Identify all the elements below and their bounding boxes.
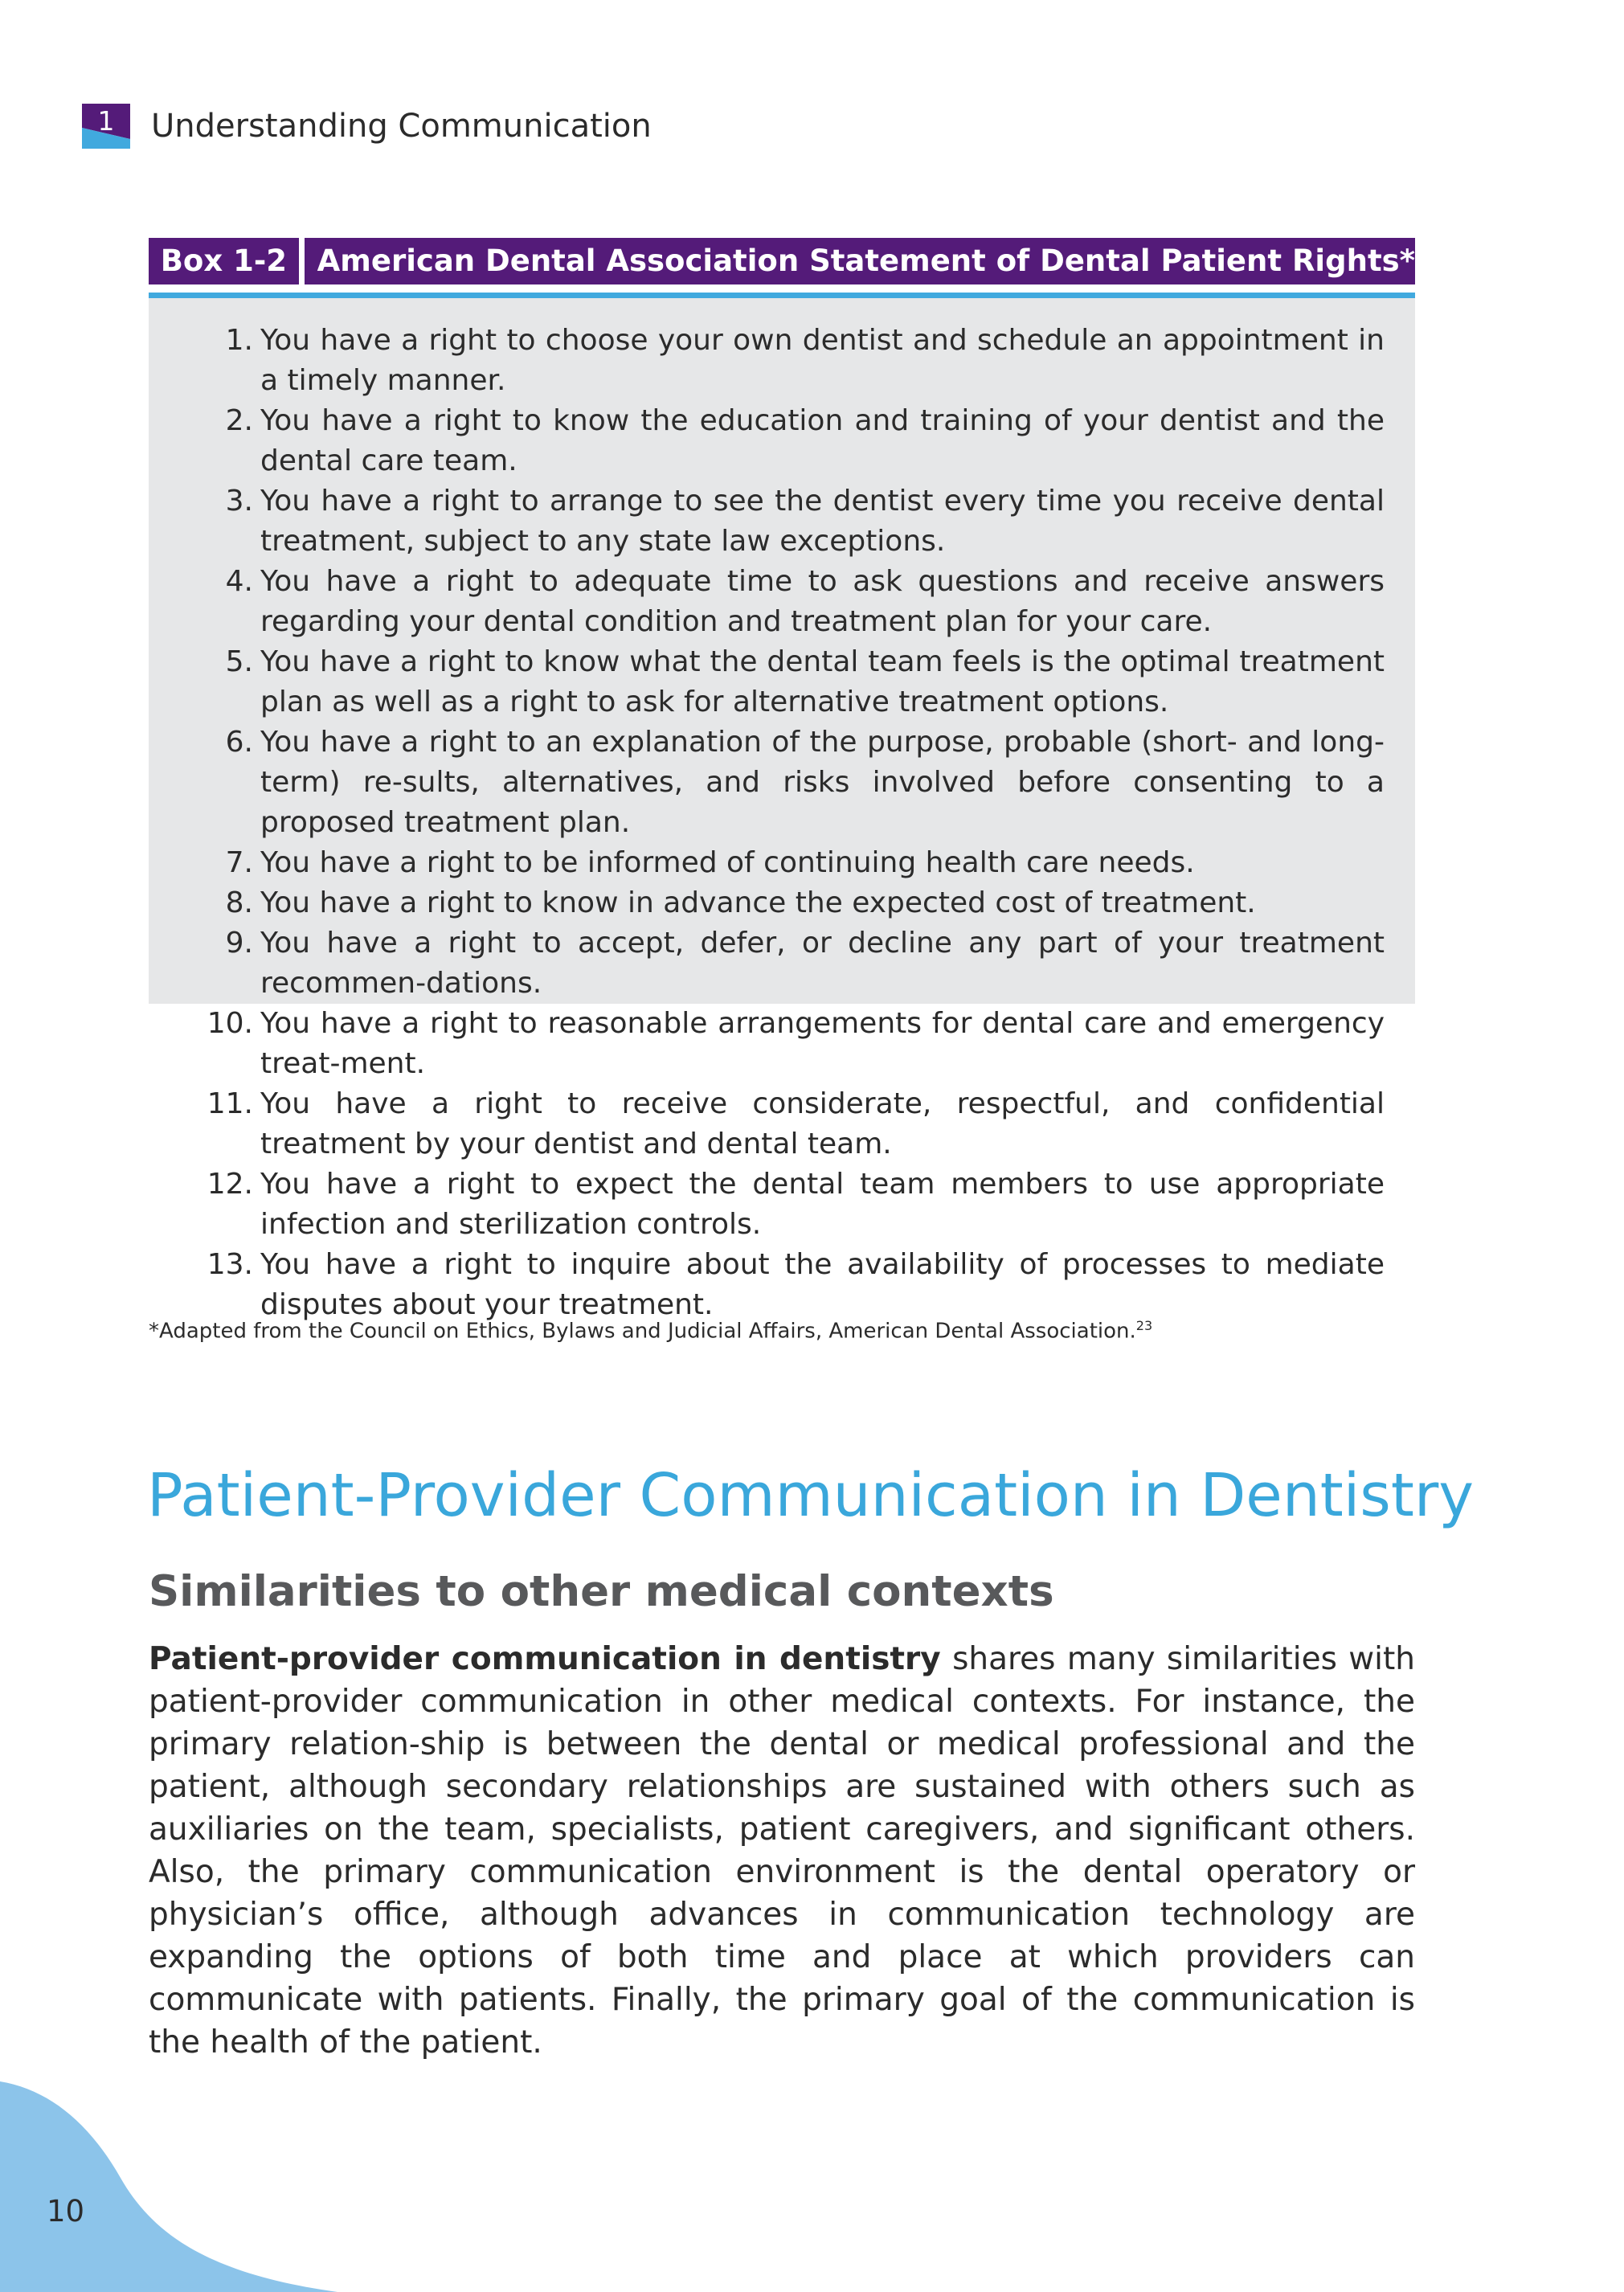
item-number: 2. [225,404,253,437]
item-text: You have a right to accept, defer, or decline any part of your treatment recommen-dations. [260,927,1385,1000]
item-number: 8. [225,886,253,919]
rights-list-item [165,843,1385,883]
rights-list-item [165,401,1385,481]
rights-list-item [165,1245,1385,1325]
item-number: 10. [207,1007,253,1040]
rights-list-item [165,481,1385,562]
rights-list-item [165,1084,1385,1164]
rights-list-item [165,1164,1385,1245]
rights-list-item [165,642,1385,722]
rights-box [149,238,1415,1321]
item-text: You have a right to reasonable arrangements for dental care and emergency treat-ment. [260,1007,1385,1080]
rights-list-item [165,883,1385,923]
item-number: 9. [225,927,253,960]
box-header [149,238,1415,284]
body-paragraph [149,1638,1415,2064]
running-header [82,103,652,149]
box-label: Box 1-2 [160,244,287,278]
footnote-text: *Adapted from the Council on Ethics, Bylaws and Judicial Affairs, American Dental Association. [149,1319,1136,1344]
section-title: Patient-Provider Communication in Dentistry [147,1461,1475,1530]
key-term: Patient-provider communication in dentistry [149,1641,941,1677]
item-number: 7. [225,846,253,879]
item-text: You have a right to know the education and training of your dentist and the dental care team. [260,404,1385,477]
item-number: 3. [225,485,253,518]
item-text: You have a right to arrange to see the dentist every time you receive dental treatment, subject to any state law exceptions. [260,485,1385,558]
rights-list-item [165,722,1385,843]
item-number: 12. [207,1168,253,1201]
rights-list-item [165,321,1385,401]
rights-list-item [165,1004,1385,1084]
item-text: You have a right to expect the dental team members to use appropriate infection and sterilization controls. [260,1168,1385,1241]
decorative-wave [0,2073,337,2292]
item-text: You have a right to an explanation of the purpose, probable (short- and long-term) re-sults, alternatives, and risks involved before consenting to a proposed treatment plan. [260,726,1385,839]
chapter-badge [82,104,130,149]
item-text: You have a right to choose your own dentist and schedule an appointment in a timely manner. [260,324,1385,397]
subsection-title: Similarities to other medical contexts [149,1567,1054,1616]
item-text: You have a right to know what the dental team feels is the optimal treatment plan as well as a right to ask for alternative treatment options. [260,645,1385,718]
item-number: 11. [207,1087,253,1120]
item-number: 5. [225,645,253,678]
item-text: You have a right to adequate time to ask questions and receive answers regarding your dental condition and treatment plan for your care. [260,565,1385,638]
box-header-divider [299,238,305,284]
rights-list-item [165,923,1385,1004]
box-footnote [149,1318,1152,1344]
item-number: 1. [225,324,253,357]
item-number: 13. [207,1248,253,1281]
item-text: You have a right to be informed of continuing health care needs. [260,846,1195,879]
chapter-title: Understanding Communication [151,108,652,145]
item-text: You have a right to inquire about the availability of processes to mediate disputes about your treatment. [260,1248,1385,1321]
page-number: 10 [47,2194,85,2229]
chapter-number: 1 [97,105,115,137]
rights-list [165,321,1385,1325]
box-body [149,298,1415,1321]
box-title: American Dental Association Statement of Dental Patient Rights* [317,244,1415,278]
item-text: You have a right to receive considerate, respectful, and confidential treatment by your dentist and dental team. [260,1087,1385,1160]
rights-list-item [165,562,1385,642]
item-number: 6. [225,726,253,759]
item-text: You have a right to know in advance the expected cost of treatment. [260,886,1256,919]
footnote-reference: 23 [1135,1318,1153,1333]
paragraph-text: shares many similarities with patient-provider communication in other medical contexts. For instance, the primary relation-ship is between the dental or medical professional and the patient, although secondary relationships are sustained with others such as auxiliaries on the team, specialists, patient caregivers, and significant others. Also, the primary communication environment is the dental operatory or physician’s office, although advances in communication technology are expanding the options of both time and place at which providers can communicate with patients. Finally, the primary goal of the communication is the health of the patient. [149,1641,1415,2061]
box-rule [149,293,1415,298]
item-number: 4. [225,565,253,598]
